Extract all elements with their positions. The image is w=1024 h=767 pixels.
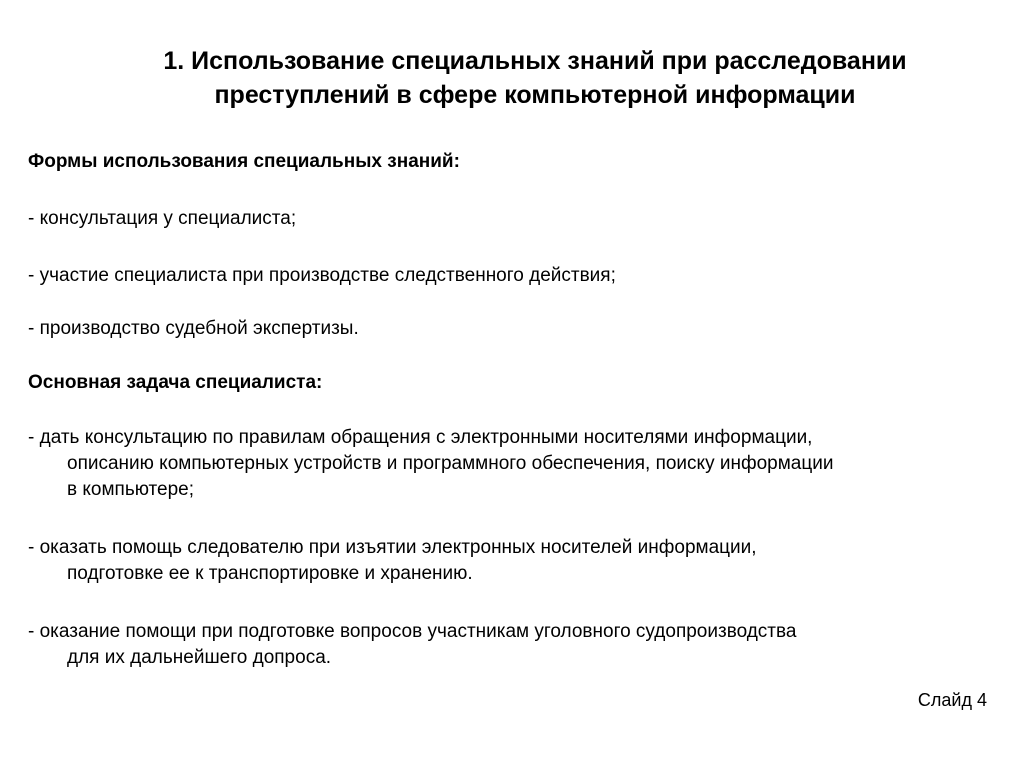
forms-item-expertise: - производство судебной экспертизы. (28, 318, 359, 339)
task-heading: Основная задача специалиста: (28, 372, 323, 393)
task-item-line: подготовке ее к транспортировке и хранению. (67, 563, 473, 584)
task-item-line: - оказание помощи при подготовке вопросов участникам уголовного судопроизводства (28, 621, 797, 642)
slide-title-line-2: преступлений в сфере компьютерной информации (214, 81, 856, 109)
task-item-consultation (28, 425, 988, 503)
slide-number: Слайд 4 (917, 690, 987, 710)
forms-item-participation: - участие специалиста при производстве следственного действия; (28, 265, 616, 286)
task-item-line: - оказать помощь следователю при изъятии электронных носителей информации, (28, 537, 757, 558)
task-item-line: - дать консультацию по правилам обращения с электронными носителями информации, (28, 427, 813, 448)
forms-heading: Формы использования специальных знаний: (28, 151, 460, 172)
task-item-line: описанию компьютерных устройств и программного обеспечения, поиску информации (67, 453, 834, 474)
forms-item-consultation: - консультация у специалиста; (28, 208, 297, 229)
task-item-assistance (28, 535, 988, 587)
slide-title (60, 44, 1010, 112)
task-item-line: для их дальнейшего допроса. (67, 647, 332, 668)
slide-title-line-1: 1. Использование специальных знаний при расследовании (163, 47, 907, 75)
task-item-line: в компьютере; (67, 479, 195, 500)
task-item-questions (28, 619, 988, 671)
